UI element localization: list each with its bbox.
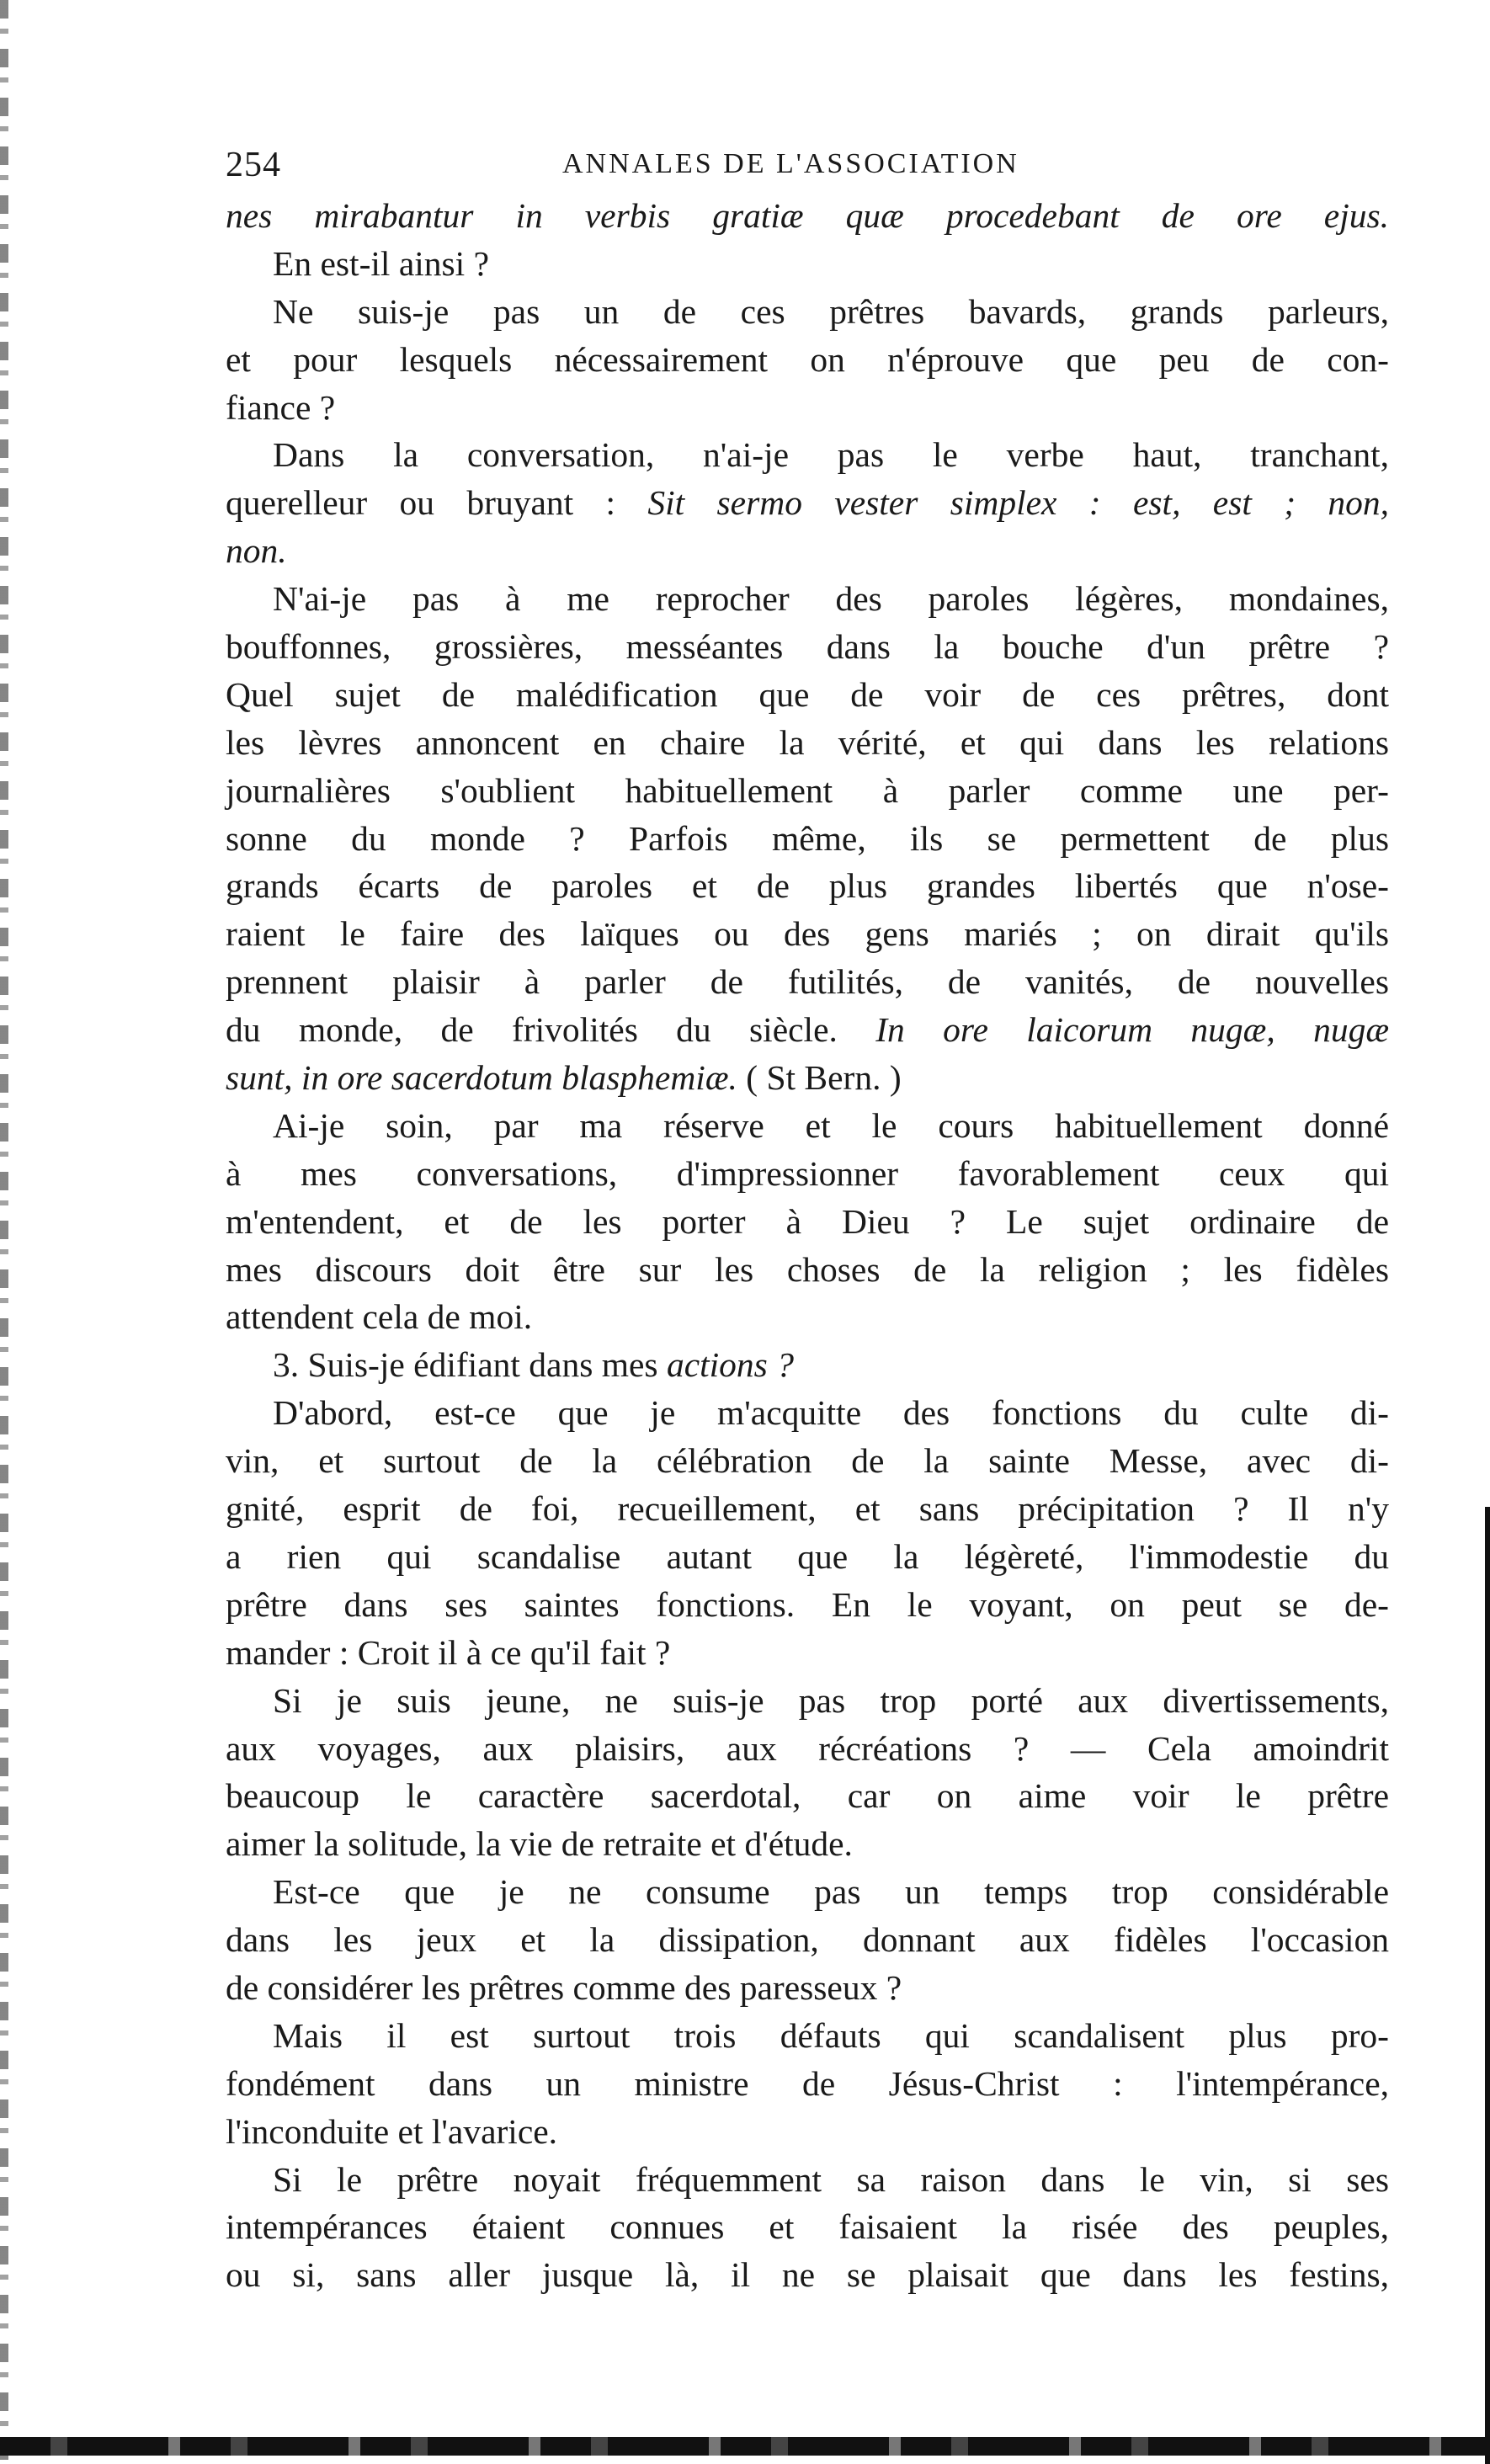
text-segment: bouffonnes, grossières, messéantes dans la bouche d'un prêtre ? xyxy=(226,627,1389,667)
text-line xyxy=(226,1389,1389,1437)
text-line xyxy=(226,1341,1389,1389)
text-line xyxy=(226,1485,1389,1533)
text-segment: les lèvres annoncent en chaire la vérité, et qui dans les relations xyxy=(226,722,1389,762)
text-segment: Ne suis-je pas un de ces prêtres bavards, grands parleurs, xyxy=(273,291,1389,331)
text-line xyxy=(226,815,1389,863)
text-line xyxy=(226,2251,1389,2299)
text-segment: prêtre dans ses saintes fonctions. En le voyant, on peut se de- xyxy=(226,1584,1389,1624)
page-header xyxy=(226,145,1387,192)
text-segment: raient le faire des laïques ou des gens mariés ; on dirait qu'ils xyxy=(226,914,1389,954)
text-line xyxy=(226,671,1389,719)
text-segment: ou si, sans aller jusque là, il ne se plaisait que dans les festins, xyxy=(226,2255,1389,2295)
text-line xyxy=(226,2012,1389,2060)
italic-text: In ore laicorum nugæ, nugæ xyxy=(875,1010,1389,1050)
italic-text: sunt, in ore sacerdotum blasphemiæ. xyxy=(226,1058,737,1098)
text-segment: a rien qui scandalise autant que la légèreté, l'immodestie du xyxy=(226,1536,1389,1576)
text-line xyxy=(226,1246,1389,1294)
text-segment: aux voyages, aux plaisirs, aux récréations ? — Cela amoindrit xyxy=(226,1728,1389,1768)
text-line xyxy=(226,1725,1389,1773)
text-segment: grands écarts de paroles et de plus grandes libertés que n'ose- xyxy=(226,866,1389,906)
text-segment: Est-ce que je ne consume pas un temps trop considérable xyxy=(273,1872,1389,1912)
text-line xyxy=(226,1293,1389,1341)
text-line xyxy=(226,1533,1389,1581)
text-segment: 3. Suis-je édifiant dans mes xyxy=(273,1345,667,1385)
text-line xyxy=(226,719,1389,767)
text-line xyxy=(226,958,1389,1006)
text-line xyxy=(226,192,1389,240)
text-segment: à mes conversations, d'impressionner favorablement ceux qui xyxy=(226,1153,1389,1193)
text-line xyxy=(226,623,1389,671)
text-segment: ( St Bern. ) xyxy=(737,1058,902,1098)
text-line xyxy=(226,479,1389,527)
text-line xyxy=(226,1198,1389,1246)
text-line xyxy=(226,1150,1389,1198)
text-segment: Ai-je soin, par ma réserve et le cours habituellement donné xyxy=(273,1105,1389,1145)
text-line xyxy=(226,1868,1389,1916)
text-line xyxy=(226,1916,1389,1964)
text-line xyxy=(226,240,1389,288)
text-line xyxy=(226,767,1389,815)
text-segment: journalières s'oublient habituellement à parler comme une per- xyxy=(226,770,1389,810)
italic-text: non. xyxy=(226,531,287,571)
text-segment: et pour lesquels nécessairement on n'éprouve que peu de con- xyxy=(226,339,1389,379)
text-line xyxy=(226,2156,1389,2204)
text-line xyxy=(226,575,1389,623)
text-line xyxy=(226,2108,1389,2156)
scan-edge-bottom xyxy=(0,2437,1490,2456)
text-segment: attendent cela de moi. xyxy=(226,1297,533,1337)
text-segment: D'abord, est-ce que je m'acquitte des fonctions du culte di- xyxy=(273,1393,1389,1433)
text-line xyxy=(226,1964,1389,2012)
text-line xyxy=(226,1677,1389,1725)
text-segment: aimer la solitude, la vie de retraite et d'étude. xyxy=(226,1824,853,1864)
text-segment: Si je suis jeune, ne suis-je pas trop porté aux divertissements, xyxy=(273,1680,1389,1720)
text-line xyxy=(226,910,1389,958)
text-segment: sonne du monde ? Parfois même, ils se permettent de plus xyxy=(226,818,1389,858)
italic-text: Sit sermo vester simplex : est, est ; non, xyxy=(647,483,1389,523)
text-segment: l'inconduite et l'avarice. xyxy=(226,2111,558,2151)
text-segment: Dans la conversation, n'ai-je pas le verbe haut, tranchant, xyxy=(273,435,1389,475)
text-segment: Mais il est surtout trois défauts qui scandalisent plus pro- xyxy=(273,2015,1389,2055)
text-line xyxy=(226,1102,1389,1150)
text-line xyxy=(226,1437,1389,1485)
running-title: ANNALES DE L'ASSOCIATION xyxy=(562,148,1019,179)
text-segment: intempérances étaient connues et faisaient la risée des peuples, xyxy=(226,2207,1389,2247)
text-line xyxy=(226,2060,1389,2108)
text-line xyxy=(226,1006,1389,1054)
text-segment: de considérer les prêtres comme des paresseux ? xyxy=(226,1967,902,2007)
text-segment: dans les jeux et la dissipation, donnant aux fidèles l'occasion xyxy=(226,1920,1389,1960)
text-line xyxy=(226,1820,1389,1868)
text-line xyxy=(226,1054,1389,1102)
italic-text: nes mirabantur in verbis gratiæ quæ procedebant de ore ejus. xyxy=(226,196,1389,235)
text-line xyxy=(226,1629,1389,1677)
text-segment: querelleur ou bruyant : xyxy=(226,483,648,523)
text-line xyxy=(226,1581,1389,1629)
text-segment: fiance ? xyxy=(226,387,336,427)
text-line xyxy=(226,2203,1389,2251)
text-segment: En est-il ainsi ? xyxy=(273,243,490,283)
text-line xyxy=(226,288,1389,336)
text-segment: fondément dans un ministre de Jésus-Christ : l'intempérance, xyxy=(226,2063,1389,2103)
text-segment: Si le prêtre noyait fréquemment sa raison dans le vin, si ses xyxy=(273,2159,1389,2199)
text-segment: mes discours doit être sur les choses de la religion ; les fidèles xyxy=(226,1249,1389,1289)
binding-edge xyxy=(0,0,8,2464)
text-segment: vin, et surtout de la célébration de la sainte Messe, avec di- xyxy=(226,1441,1389,1481)
text-segment: Quel sujet de malédification que de voir de ces prêtres, dont xyxy=(226,674,1389,714)
text-line xyxy=(226,527,1389,575)
text-segment: prennent plaisir à parler de futilités, de vanités, de nouvelles xyxy=(226,962,1389,1002)
text-line xyxy=(226,862,1389,910)
text-segment: m'entendent, et de les porter à Dieu ? Le sujet ordinaire de xyxy=(226,1201,1389,1241)
text-segment: beaucoup le caractère sacerdotal, car on aime voir le prêtre xyxy=(226,1776,1389,1816)
page-number: 254 xyxy=(226,146,281,184)
text-line xyxy=(226,1772,1389,1820)
page-edge-right xyxy=(1485,1507,1490,2464)
text-line xyxy=(226,431,1389,479)
text-line xyxy=(226,384,1389,432)
text-line xyxy=(226,336,1389,384)
body-text xyxy=(226,192,1389,2299)
text-segment: mander : Croit il à ce qu'il fait ? xyxy=(226,1632,671,1672)
text-segment: gnité, esprit de foi, recueillement, et sans précipitation ? Il n'y xyxy=(226,1489,1389,1529)
italic-text: actions ? xyxy=(666,1345,794,1385)
text-segment: N'ai-je pas à me reprocher des paroles légères, mondaines, xyxy=(273,579,1389,619)
text-segment: du monde, de frivolités du siècle. xyxy=(226,1010,876,1050)
